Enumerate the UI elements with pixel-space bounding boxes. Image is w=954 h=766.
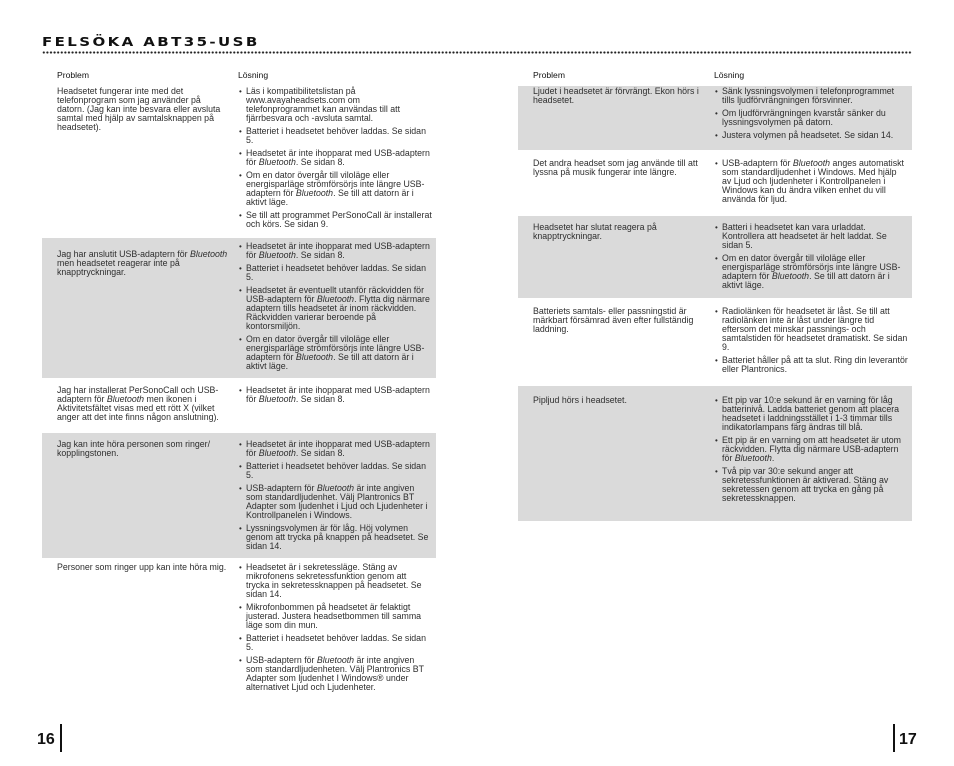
solution-text: . Flytta dig närmare adaptern tills headsetet är inom räckvidden. Räckvidden varierar beroende på kontorsmiljön. (246, 294, 430, 331)
solution-item (714, 254, 908, 290)
solution-item (714, 223, 908, 250)
solution-text: Batteriet i headsetet behöver laddas. Se sidan 5. (246, 126, 426, 145)
problem-cell (518, 223, 714, 298)
problem-text: men headsetet reagerar inte på knapptryckningar. (57, 258, 180, 277)
problem-text: Jag kan inte höra personen som ringer/ kopplingstonen. (57, 439, 211, 458)
solution-text: Om en dator övergår till viloläge eller energisparläge strömförsörjs inte längre USB-adaptern för (722, 253, 901, 281)
solution-text: Mikrofonbommen på headsetet är felaktigt justerad. Justera headsetbommen till samma läge som din mun. (246, 602, 422, 630)
solution-text: Batteriet i headsetet behöver laddas. Se sidan 5. (246, 633, 426, 652)
dotted-rule (42, 51, 912, 54)
solution-text: USB-adaptern för (246, 655, 317, 665)
problem-italic-text: Bluetooth (190, 249, 228, 259)
solution-text: Batteriet i headsetet behöver laddas. Se sidan 5. (246, 263, 426, 282)
problem-text: Jag har installerat PerSonoCall och USB-adaptern för (57, 385, 219, 404)
solution-item (238, 634, 432, 652)
solution-item (714, 159, 908, 204)
solution-italic-text: Bluetooth (295, 188, 334, 198)
solution-item (238, 286, 432, 331)
problem-text: Jag har anslutit USB-adaptern för (57, 249, 191, 259)
solution-item (238, 603, 432, 630)
solution-text: . Se till att datorn är i aktivt läge. (246, 352, 414, 371)
solution-list (238, 87, 436, 236)
page-number-right: 17 (899, 731, 917, 748)
problem-cell (518, 159, 714, 214)
table-row (518, 386, 912, 521)
solution-text: . Se sidan 8. (295, 157, 345, 167)
solution-item (238, 149, 432, 167)
solution-text: USB-adaptern för (722, 158, 793, 168)
solution-text: Om ljudförvrängningen kvarstår sänker du lyssningsvolymen på datorn. (722, 108, 886, 127)
page-number-left: 16 (37, 731, 55, 748)
solution-item (714, 307, 908, 352)
solution-item (714, 356, 908, 374)
problem-cell (518, 87, 714, 150)
solution-list (714, 223, 912, 298)
table-row (42, 238, 436, 378)
solution-list (238, 440, 436, 558)
problem-text: Ljudet i headsetet är förvrängt. Ekon hörs i headsetet. (533, 86, 699, 105)
solution-item (238, 656, 432, 692)
problem-text: Pipljud hörs i headsetet. (533, 395, 627, 405)
solution-italic-text: Bluetooth (771, 271, 810, 281)
problem-text: Det andra headset som jag använde till att lyssna på musik fungerar inte längre. (533, 158, 698, 177)
solution-text: Sänk lyssningsvolymen i telefonprogrammet tills ljudförvrängningen försvinner. (722, 86, 895, 105)
column-header-problem: Problem (533, 70, 565, 80)
solution-text: . Se sidan 8. (295, 250, 345, 260)
page-number-divider (893, 724, 895, 752)
solution-text: . Se sidan 8. (295, 394, 345, 404)
left-troubleshooting-table (42, 70, 436, 701)
solution-item (714, 109, 908, 127)
solution-text: Headsetet är eventuellt utanför räckvidden för USB-adaptern för (246, 285, 424, 304)
solution-text: Ett pip var 10:e sekund är en varning för låg batterinivå. Ladda batteriet genom att placera headsetet i laddningsstället i 1-3 timmar tills indikatorlampans färg ändras till blå. (722, 395, 900, 432)
solution-text: Batteri i headsetet kan vara urladdat. Kontrollera att headsetet är helt laddat. Se sidan 5. (722, 222, 887, 250)
table-row (518, 300, 912, 384)
problem-text: Headsetet fungerar inte med det telefonprogram som jag använder på datorn. (Jag kan inte besvara eller avsluta samtal med hjälp av samtalsknappen på headsetet). (57, 86, 221, 132)
solution-item (238, 242, 432, 260)
solution-list (714, 307, 912, 384)
solution-list (714, 396, 912, 521)
problem-text: Batteriets samtals- eller passningstid är märkbart försämrad även efter fullständig laddning. (533, 306, 694, 334)
solution-item (238, 87, 432, 123)
column-header-solution: Lösning (714, 70, 745, 80)
solution-text: Headsetet är inte ihopparat med USB-adaptern för (246, 148, 430, 167)
solution-italic-text: Bluetooth (258, 448, 296, 458)
solution-italic-text: Bluetooth (316, 655, 355, 665)
solution-text: Se till att programmet PerSonoCall är installerat och körs. Se sidan 9. (246, 210, 432, 229)
right-troubleshooting-table (518, 70, 912, 523)
solution-item (238, 171, 432, 207)
table-header (518, 70, 912, 86)
table-row (42, 86, 436, 236)
solution-text: är inte angiven som standardljudenheten. Välj Plantronics BT Adapter som ljudenhet I Windows® under alternativet Ljud och Ljudenheter. (246, 655, 424, 692)
solution-text: Om en dator övergår till viloläge eller energisparläge strömförsörjs inte längre USB-adaptern för (246, 334, 425, 362)
problem-text: men ikonen i Aktivitetsfältet visas med ett rött X (vilket anger att det inte finns någon anslutning). (57, 394, 219, 422)
problem-italic-text: Bluetooth (106, 394, 145, 404)
solution-text: Läs i kompatibilitetslistan på www.avayaheadsets.com om telefonprogrammet kan användas till att fjärrbesvara och -avsluta samtal. (246, 86, 401, 123)
solution-list (238, 386, 436, 431)
solution-text: . Se till att datorn är i aktivt läge. (246, 188, 414, 207)
page-title: FELSÖKA ABT35-USB (42, 34, 260, 49)
table-row (42, 433, 436, 558)
solution-text: Headsetet är inte ihopparat med USB-adaptern för (246, 241, 430, 260)
solution-italic-text: Bluetooth (792, 158, 831, 168)
solution-item (238, 462, 432, 480)
solution-item (238, 264, 432, 282)
solution-item (238, 524, 432, 551)
problem-cell (42, 440, 238, 558)
solution-item (238, 335, 432, 371)
solution-text: anges automatiskt som standardljudenhet i Windows. Med hjälp av Ljud och ljudenheter i Kontrollpanelen i Windows kan du ändra vilken enhet du vill använda för ljud. (722, 158, 904, 204)
problem-cell (42, 386, 238, 431)
solution-text: Ett pip är en varning om att headsetet är utom räckvidden. Flytta dig närmare USB-adaptern för (722, 435, 901, 463)
problem-text: Headsetet har slutat reagera på knapptryckningar. (533, 222, 657, 241)
table-row (42, 380, 436, 431)
column-header-solution: Lösning (238, 70, 269, 80)
problem-cell (42, 87, 238, 236)
solution-text: Två pip var 30:e sekund anger att sekretessfunktionen är aktiverad. Stäng av sekretessen genom att trycka en gång på sekretessknappen. (722, 466, 889, 503)
problem-cell (42, 242, 238, 378)
solution-item (714, 436, 908, 463)
solution-text: Radiolänken för headsetet är låst. Se till att radiolänken inte är låst under längre tid eftersom det minskar passnings- och samtalstiden för headsetet dramatiskt. Se sidan 9. (722, 306, 908, 352)
solution-text: . Se till att datorn är i aktivt läge. (722, 271, 890, 290)
table-row (518, 86, 912, 150)
solution-italic-text: Bluetooth (316, 483, 355, 493)
solution-list (714, 159, 912, 214)
solution-list (238, 563, 436, 699)
solution-item (238, 211, 432, 229)
solution-item (238, 127, 432, 145)
solution-item (714, 131, 908, 140)
solution-text: Batteriet i headsetet behöver laddas. Se sidan 5. (246, 461, 426, 480)
right-table-body (518, 86, 912, 521)
left-table-body (42, 86, 436, 699)
solution-item (238, 484, 432, 520)
solution-italic-text: Bluetooth (295, 352, 334, 362)
table-header (42, 70, 436, 86)
solution-list (238, 242, 436, 378)
solution-italic-text: Bluetooth (734, 453, 772, 463)
solution-italic-text: Bluetooth (258, 250, 296, 260)
solution-text: Lyssningsvolymen är för låg. Höj volymen genom att trycka på knappen på headsetet. Se sidan 14. (246, 523, 429, 551)
problem-cell (518, 396, 714, 521)
solution-text: Om en dator övergår till viloläge eller energisparläge strömförsörjs inte längre USB-adaptern för (246, 170, 425, 198)
solution-text: . Se sidan 8. (295, 448, 345, 458)
column-header-problem: Problem (57, 70, 89, 80)
solution-italic-text: Bluetooth (316, 294, 355, 304)
table-row (518, 216, 912, 298)
problem-cell (518, 307, 714, 384)
solution-item (714, 87, 908, 105)
problem-cell (42, 563, 238, 699)
solution-text: . (771, 453, 775, 463)
solution-text: Headsetet är i sekretessläge. Stäng av mikrofonens sekretessfunktion genom att trycka in sekretessknappen på headsetet. Se sidan 14. (246, 562, 422, 599)
table-row (42, 560, 436, 699)
solution-text: Justera volymen på headsetet. Se sidan 14. (722, 130, 894, 140)
page-number-divider (60, 724, 62, 752)
solution-item (714, 467, 908, 503)
solution-text: Headsetet är inte ihopparat med USB-adaptern för (246, 439, 430, 458)
solution-item (238, 440, 432, 458)
solution-italic-text: Bluetooth (258, 157, 296, 167)
solution-text: Batteriet håller på att ta slut. Ring din leverantör eller Plantronics. (722, 355, 908, 374)
solution-item (238, 386, 432, 404)
problem-text: Personer som ringer upp kan inte höra mig. (57, 562, 227, 572)
solution-text: USB-adaptern för (246, 483, 317, 493)
solution-text: är inte angiven som standardljudenhet. Välj Plantronics BT Adapter som ljudenhet i Ljud och Ljudenheter i Kontrollpanelen i Windows. (246, 483, 428, 520)
solution-list (714, 87, 912, 150)
solution-item (238, 563, 432, 599)
solution-item (714, 396, 908, 432)
table-row (518, 152, 912, 214)
solution-text: Headsetet är inte ihopparat med USB-adaptern för (246, 385, 430, 404)
solution-italic-text: Bluetooth (258, 394, 296, 404)
